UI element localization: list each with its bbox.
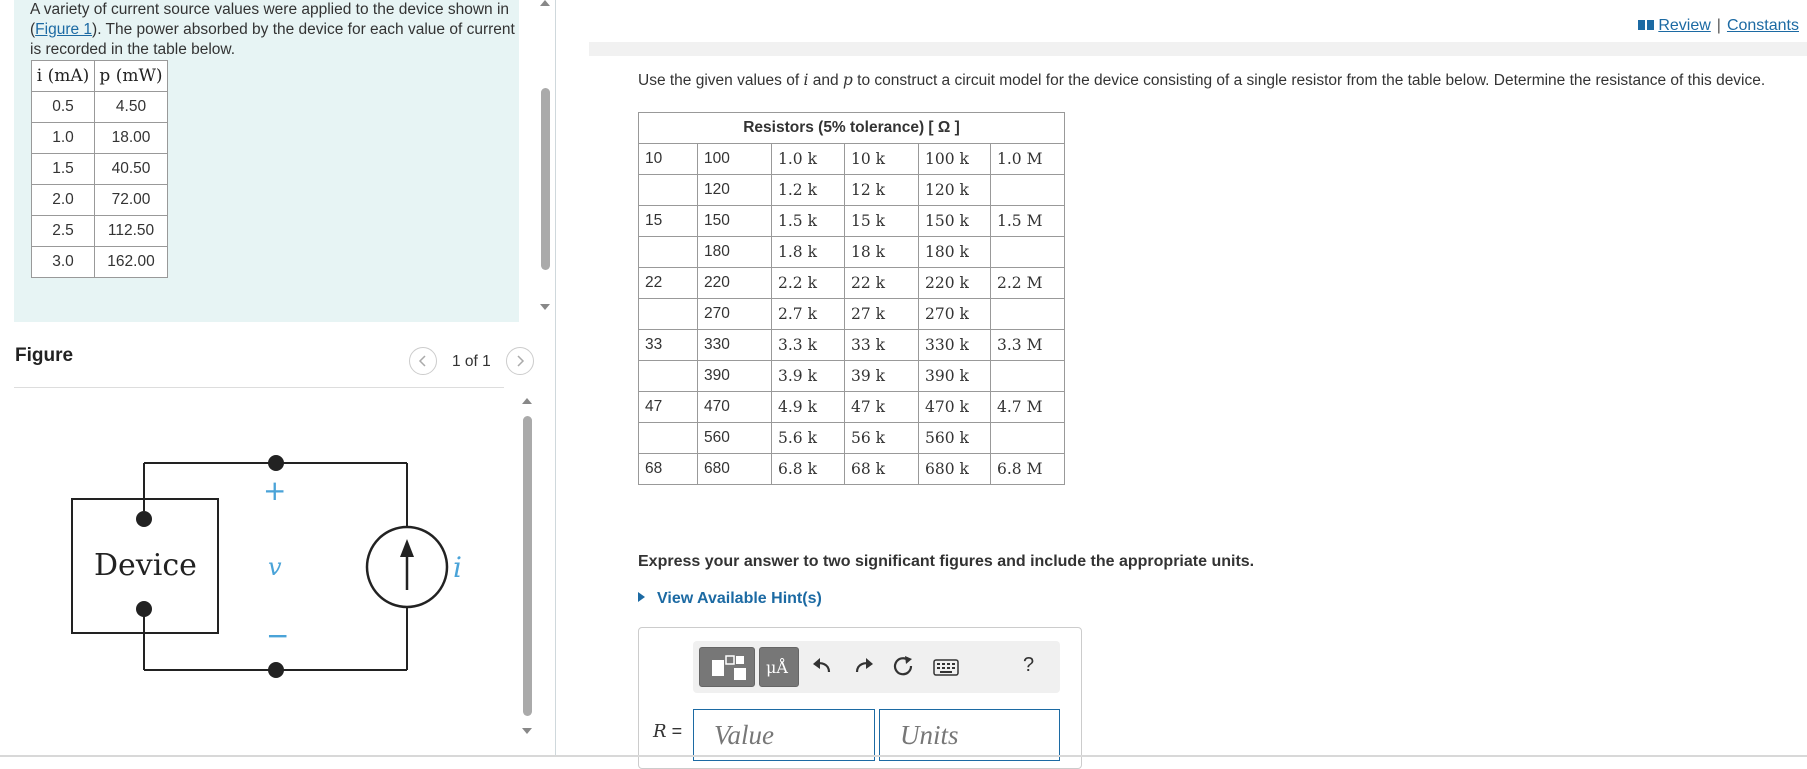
figure-page-indicator: 1 of 1	[452, 353, 491, 370]
view-hints-link[interactable]	[638, 590, 822, 608]
resistor-cell: 47	[639, 392, 698, 423]
table-row	[32, 185, 168, 216]
link-separator: |	[1716, 17, 1721, 34]
resistor-cell: 470	[698, 392, 772, 423]
power-cell: 40.50	[95, 154, 168, 185]
table-row	[32, 154, 168, 185]
current-label: i	[453, 551, 462, 584]
resistor-cell: 1.8 k	[772, 237, 845, 268]
figure-scrollbar-thumb[interactable]	[523, 416, 532, 716]
resistor-cell: 27 k	[845, 299, 919, 330]
resistor-cell: 1.5 k	[772, 206, 845, 237]
resistor-cell: 220	[698, 268, 772, 299]
table-row	[639, 423, 1065, 454]
scroll-down-arrow-icon[interactable]	[522, 728, 532, 734]
table-row	[32, 92, 168, 123]
resistor-cell: 68 k	[845, 454, 919, 485]
review-link[interactable]: Review	[1658, 17, 1711, 34]
scroll-up-arrow-icon[interactable]	[540, 0, 550, 6]
answer-variable: R	[653, 721, 667, 742]
resistor-cell: 270 k	[919, 299, 991, 330]
resistor-cell: 15	[639, 206, 698, 237]
var-p: p	[842, 71, 853, 89]
resistor-cell: 680	[698, 454, 772, 485]
part-header-bar	[589, 42, 1807, 56]
power-cell: 72.00	[95, 185, 168, 216]
templates-icon	[700, 648, 756, 688]
units-field[interactable]	[879, 709, 1060, 761]
resistor-cell: 3.9 k	[772, 361, 845, 392]
resistor-cell	[639, 175, 698, 206]
resistor-cell: 56 k	[845, 423, 919, 454]
current-cell: 3.0	[32, 247, 95, 278]
resistor-cell: 680 k	[919, 454, 991, 485]
resistor-cell: 120	[698, 175, 772, 206]
resistor-cell: 150	[698, 206, 772, 237]
figure-scrollbar[interactable]	[522, 398, 532, 734]
resistor-cell: 1.5 M	[991, 206, 1065, 237]
resistor-cell: 5.6 k	[772, 423, 845, 454]
resistor-cell: 33	[639, 330, 698, 361]
resistor-cell	[991, 361, 1065, 392]
resistor-table	[638, 112, 1065, 485]
resistor-cell: 180 k	[919, 237, 991, 268]
question-text-3: to construct a circuit model for the device consisting of a single resistor from the table below. Determine the resistance of this device.	[852, 72, 1766, 89]
table-row	[32, 216, 168, 247]
resistor-cell: 180	[698, 237, 772, 268]
units-button[interactable]	[759, 647, 799, 687]
resistor-cell: 39 k	[845, 361, 919, 392]
minus-sign: −	[266, 619, 290, 652]
current-cell: 1.5	[32, 154, 95, 185]
resistor-cell: 10 k	[845, 144, 919, 175]
resistor-cell	[991, 237, 1065, 268]
current-header: i (mA)	[32, 61, 95, 92]
scroll-down-arrow-icon[interactable]	[540, 304, 550, 310]
answer-equals: =	[666, 721, 683, 741]
resistor-cell: 12 k	[845, 175, 919, 206]
resistor-cell	[639, 299, 698, 330]
resistor-cell: 100 k	[919, 144, 991, 175]
book-icon	[1638, 19, 1654, 31]
resistor-cell: 15 k	[845, 206, 919, 237]
chevron-right-icon	[515, 355, 525, 367]
resistor-cell: 330 k	[919, 330, 991, 361]
resistor-cell: 10	[639, 144, 698, 175]
resistor-cell: 2.2 k	[772, 268, 845, 299]
answer-label	[653, 721, 682, 742]
question-text-2: and	[808, 72, 843, 89]
power-cell: 18.00	[95, 123, 168, 154]
next-figure-button[interactable]	[506, 347, 534, 375]
resistor-cell	[639, 237, 698, 268]
resistor-table-caption-row	[639, 113, 1065, 144]
value-input[interactable]	[694, 710, 874, 760]
resistor-table-body	[639, 144, 1065, 485]
figure-title: Figure	[15, 345, 74, 366]
resistor-cell: 390	[698, 361, 772, 392]
intro-text-2: ). The power absorbed by the device for each value of current is recorded in the table below.	[30, 21, 515, 58]
table-row	[639, 144, 1065, 175]
scroll-up-arrow-icon[interactable]	[522, 398, 532, 404]
circuit-diagram	[60, 445, 480, 685]
resistor-cell: 6.8 M	[991, 454, 1065, 485]
math-toolbar	[693, 641, 1060, 693]
resistor-cell: 3.3 M	[991, 330, 1065, 361]
question-text-1: Use the given values of	[638, 72, 804, 89]
voltage-label: v	[268, 553, 282, 581]
table-row	[639, 392, 1065, 423]
table-row	[639, 237, 1065, 268]
table-row	[639, 454, 1065, 485]
templates-button[interactable]	[699, 647, 755, 687]
table-row	[639, 361, 1065, 392]
var-i: i	[803, 71, 809, 89]
current-cell: 2.5	[32, 216, 95, 247]
resistor-cell: 150 k	[919, 206, 991, 237]
table-row	[639, 299, 1065, 330]
resistor-cell: 6.8 k	[772, 454, 845, 485]
resistor-cell: 330	[698, 330, 772, 361]
current-cell: 1.0	[32, 123, 95, 154]
left-panel	[0, 0, 555, 757]
resistor-cell: 2.7 k	[772, 299, 845, 330]
plus-sign: +	[263, 474, 287, 507]
resistor-cell: 1.0 k	[772, 144, 845, 175]
hint-label[interactable]: View Available Hint(s)	[657, 590, 822, 607]
resistor-cell: 3.3 k	[772, 330, 845, 361]
device-label: Device	[94, 548, 197, 583]
resistor-cell	[639, 423, 698, 454]
undo-icon[interactable]	[811, 656, 833, 676]
table-row	[32, 247, 168, 278]
power-cell: 112.50	[95, 216, 168, 247]
figure-divider	[14, 387, 504, 388]
right-panel	[556, 0, 1807, 757]
table-header-row	[32, 61, 168, 92]
current-power-table	[31, 60, 168, 278]
resistor-cell: 4.9 k	[772, 392, 845, 423]
table-row	[639, 268, 1065, 299]
question-text	[638, 70, 1798, 91]
resistor-cell: 1.0 M	[991, 144, 1065, 175]
constants-link[interactable]: Constants	[1726, 17, 1799, 34]
problem-intro	[30, 0, 520, 60]
resistor-cell: 100	[698, 144, 772, 175]
resistor-cell: 270	[698, 299, 772, 330]
units-button-label: μÅ	[766, 658, 788, 677]
reset-icon[interactable]	[893, 655, 915, 677]
chevron-left-icon	[418, 355, 428, 367]
power-cell: 162.00	[95, 247, 168, 278]
problem-info-box	[14, 0, 519, 322]
resistor-cell: 560 k	[919, 423, 991, 454]
current-cell: 0.5	[32, 92, 95, 123]
help-button[interactable]: ?	[1023, 654, 1035, 676]
info-scrollbar[interactable]	[540, 0, 550, 310]
keyboard-icon[interactable]	[933, 659, 959, 677]
table-row	[639, 330, 1065, 361]
resistor-cell	[639, 361, 698, 392]
resistor-cell: 68	[639, 454, 698, 485]
resistor-cell: 18 k	[845, 237, 919, 268]
resistor-cell: 33 k	[845, 330, 919, 361]
units-input[interactable]	[880, 710, 1059, 760]
answer-instructions: Express your answer to two significant figures and include the appropriate units.	[638, 553, 1255, 570]
resistor-cell: 220 k	[919, 268, 991, 299]
answer-box	[638, 627, 1082, 769]
current-cell: 2.0	[32, 185, 95, 216]
power-cell: 4.50	[95, 92, 168, 123]
table-row	[32, 123, 168, 154]
expand-triangle-icon	[638, 592, 645, 602]
resistor-cell	[991, 175, 1065, 206]
prev-figure-button[interactable]	[409, 347, 437, 375]
resistor-cell: 22 k	[845, 268, 919, 299]
info-scrollbar-thumb[interactable]	[541, 88, 550, 270]
top-links	[1638, 17, 1799, 35]
power-header: p (mW)	[95, 61, 168, 92]
table-row	[639, 175, 1065, 206]
resistor-cell: 1.2 k	[772, 175, 845, 206]
resistor-cell	[991, 423, 1065, 454]
resistor-cell: 22	[639, 268, 698, 299]
table-row	[639, 206, 1065, 237]
resistor-cell: 4.7 M	[991, 392, 1065, 423]
figure-link[interactable]: Figure 1	[35, 21, 93, 38]
redo-icon[interactable]	[853, 656, 875, 676]
resistor-cell: 470 k	[919, 392, 991, 423]
intro-text-1: A variety of current source values were applied to the device shown in (	[30, 1, 510, 38]
resistor-cell: 120 k	[919, 175, 991, 206]
resistor-cell: 560	[698, 423, 772, 454]
value-field[interactable]	[693, 709, 875, 761]
resistor-cell: 47 k	[845, 392, 919, 423]
resistor-cell	[991, 299, 1065, 330]
resistor-cell: 2.2 M	[991, 268, 1065, 299]
resistor-table-caption: Resistors (5% tolerance) [ Ω ]	[639, 113, 1065, 144]
resistor-cell: 390 k	[919, 361, 991, 392]
